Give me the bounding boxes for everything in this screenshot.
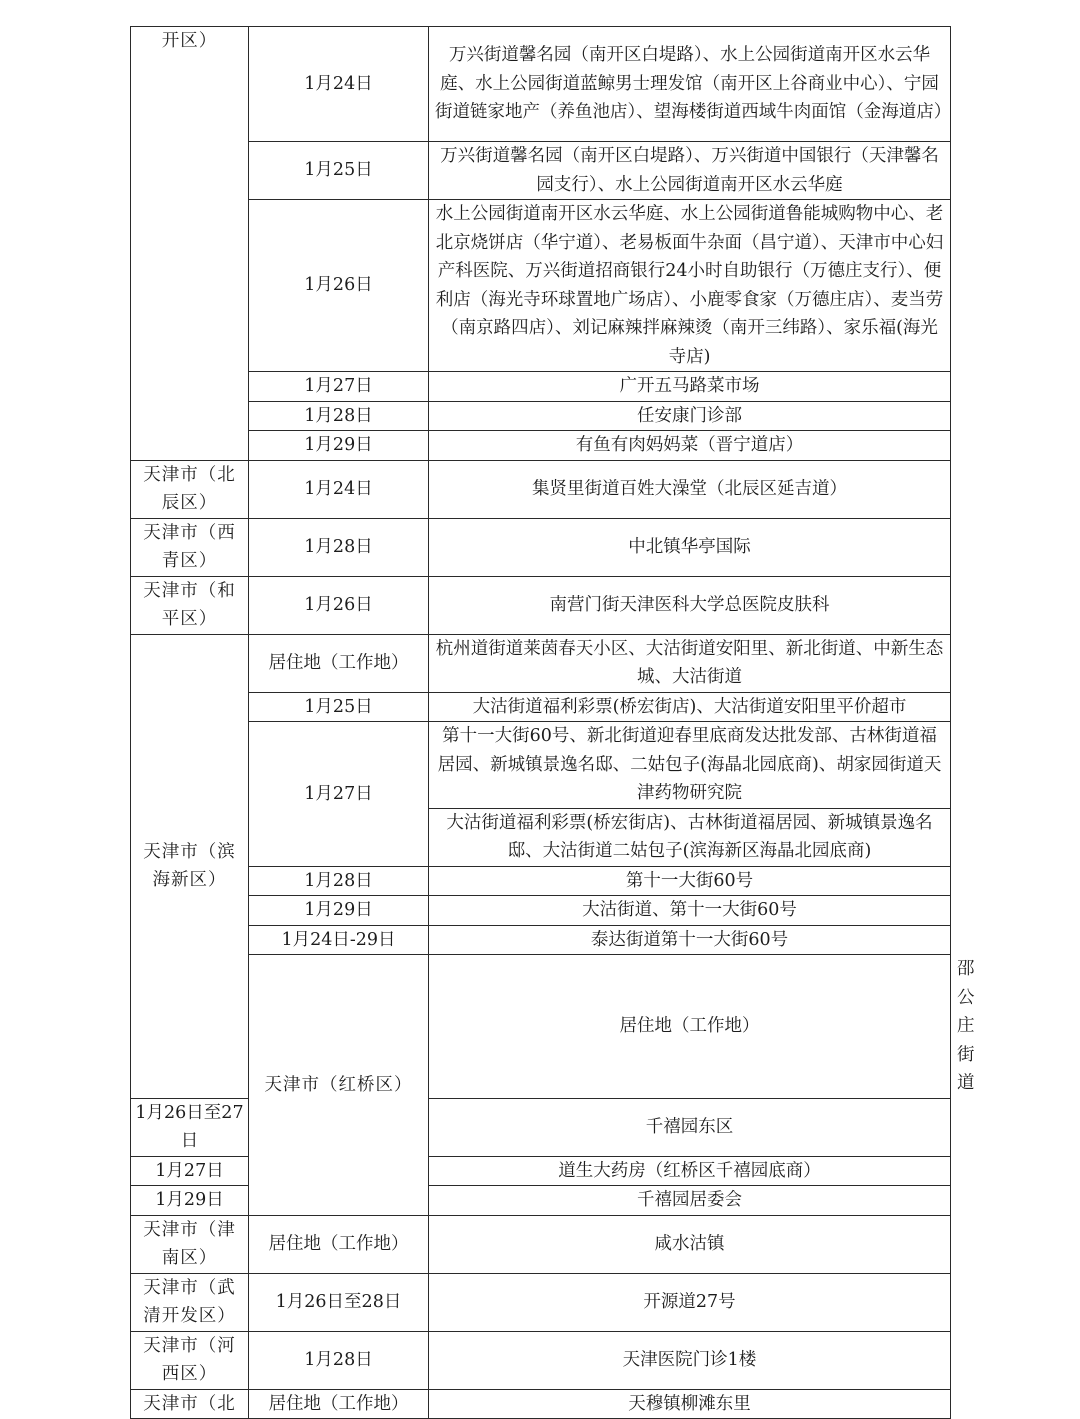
date-cell: 1月29日 [249,431,429,461]
date-cell: 1月29日 [131,1186,249,1216]
place-cell: 南营门街天津医科大学总医院皮肤科 [429,576,951,634]
place-cell: 广开五马路菜市场 [429,372,951,402]
place-cell: 杭州道街道莱茵春天小区、大沽街道安阳里、新北街道、中新生态城、大沽街道 [429,634,951,692]
place-cell: 咸水沽镇 [429,1215,951,1273]
table-row [131,722,951,809]
date-cell: 1月27日 [249,722,429,867]
date-cell: 1月26日至27日 [131,1098,249,1156]
area-cell: 天津市（津南区） [131,1215,249,1273]
date-cell: 1月26日 [249,576,429,634]
table-row [131,142,951,200]
date-cell: 1月27日 [131,1156,249,1186]
risk-locations-table [130,26,975,1419]
table-row [131,200,951,372]
date-cell: 居住地（工作地） [249,1215,429,1273]
area-cell: 天津市（和平区） [131,576,249,634]
table-row [131,460,951,518]
date-cell: 1月24日 [249,27,429,142]
place-cell: 千禧园居委会 [429,1186,951,1216]
table-row [131,431,951,461]
place-cell: 道生大药房（红桥区千禧园底商） [429,1156,951,1186]
area-cell: 天津市（滨海新区） [131,634,249,1098]
table-row [131,1215,951,1273]
table-row [131,692,951,722]
table-row [131,27,951,142]
area-cell: 天津市（西青区） [131,518,249,576]
area-cell: 天津市（红桥区） [249,955,429,1216]
date-cell: 1月25日 [249,142,429,200]
table-row: 天津市（红桥区） 居住地（工作地） 邵公庄街道 [131,955,951,1099]
date-cell: 1月24日-29日 [249,925,429,955]
date-cell: 1月26日至28日 [249,1273,429,1331]
date-cell: 1月24日 [249,460,429,518]
place-cell: 中北镇华亭国际 [429,518,951,576]
place-cell: 任安康门诊部 [429,401,951,431]
table-row [131,896,951,926]
place-cell: 水上公园街道南开区水云华庭、水上公园街道鲁能城购物中心、老北京烧饼店（华宁道）、老易板面牛杂面（昌宁道）、天津市中心妇产科医院、万兴街道招商银行24小时自助银行（万德庄支行）、便利店（海光寺环球置地广场店）、小鹿零食家（万德庄店）、麦当劳（南京路四店）、刘记麻辣拌麻辣烫（南开三纬路）、家乐福(海光寺店) [429,200,951,372]
table-row [131,518,951,576]
table-row [131,401,951,431]
date-cell: 1月28日 [249,1331,429,1389]
date-cell: 1月25日 [249,692,429,722]
place-cell: 万兴街道馨名园（南开区白堤路）、万兴街道中国银行（天津馨名园支行）、水上公园街道南开区水云华庭 [429,142,951,200]
area-cell: 天津市（北 [131,1389,249,1419]
date-cell: 1月26日 [249,200,429,372]
place-cell: 集贤里街道百姓大澡堂（北辰区延吉道） [429,460,951,518]
table-row [131,925,951,955]
date-cell: 1月28日 [249,518,429,576]
date-cell: 居住地（工作地） [429,955,951,1099]
area-cell: 开区） [131,27,249,461]
place-cell: 天穆镇柳滩东里 [429,1389,951,1419]
place-cell: 第十一大街60号、新北街道迎春里底商发达批发部、古林街道福居园、新城镇景逸名邸、二姑包子(海晶北园底商)、胡家园街道天津药物研究院 [429,722,951,809]
place-cell: 大沽街道福利彩票(桥宏街店)、古林街道福居园、新城镇景逸名邸、大沽街道二姑包子(滨海新区海晶北园底商) [429,808,951,866]
area-cell: 天津市（北辰区） [131,460,249,518]
place-cell: 天津医院门诊1楼 [429,1331,951,1389]
date-cell: 1月27日 [249,372,429,402]
table-row [131,576,951,634]
place-cell: 大沽街道福利彩票(桥宏街店)、大沽街道安阳里平价超市 [429,692,951,722]
table-row [131,634,951,692]
date-cell: 居住地（工作地） [249,1389,429,1419]
date-cell: 1月28日 [249,401,429,431]
area-cell: 天津市（河西区） [131,1331,249,1389]
table-row [131,1331,951,1389]
place-cell: 第十一大街60号 [429,866,951,896]
date-cell: 1月29日 [249,896,429,926]
area-cell: 天津市（武清开发区） [131,1273,249,1331]
place-cell: 有鱼有肉妈妈菜（晋宁道店） [429,431,951,461]
date-cell: 居住地（工作地） [249,634,429,692]
place-cell: 开源道27号 [429,1273,951,1331]
table-row [131,866,951,896]
place-cell: 万兴街道馨名园（南开区白堤路）、水上公园街道南开区水云华庭、水上公园街道蓝鲸男士理发馆（南开区上谷商业中心）、宁园街道链家地产（养鱼池店）、望海楼街道西域牛肉面馆（金海道店） [429,27,951,142]
date-cell: 1月28日 [249,866,429,896]
place-cell: 千禧园东区 [429,1098,951,1156]
place-cell: 泰达街道第十一大街60号 [429,925,951,955]
table-row [131,1389,951,1419]
table-row [131,372,951,402]
place-cell: 大沽街道、第十一大街60号 [429,896,951,926]
